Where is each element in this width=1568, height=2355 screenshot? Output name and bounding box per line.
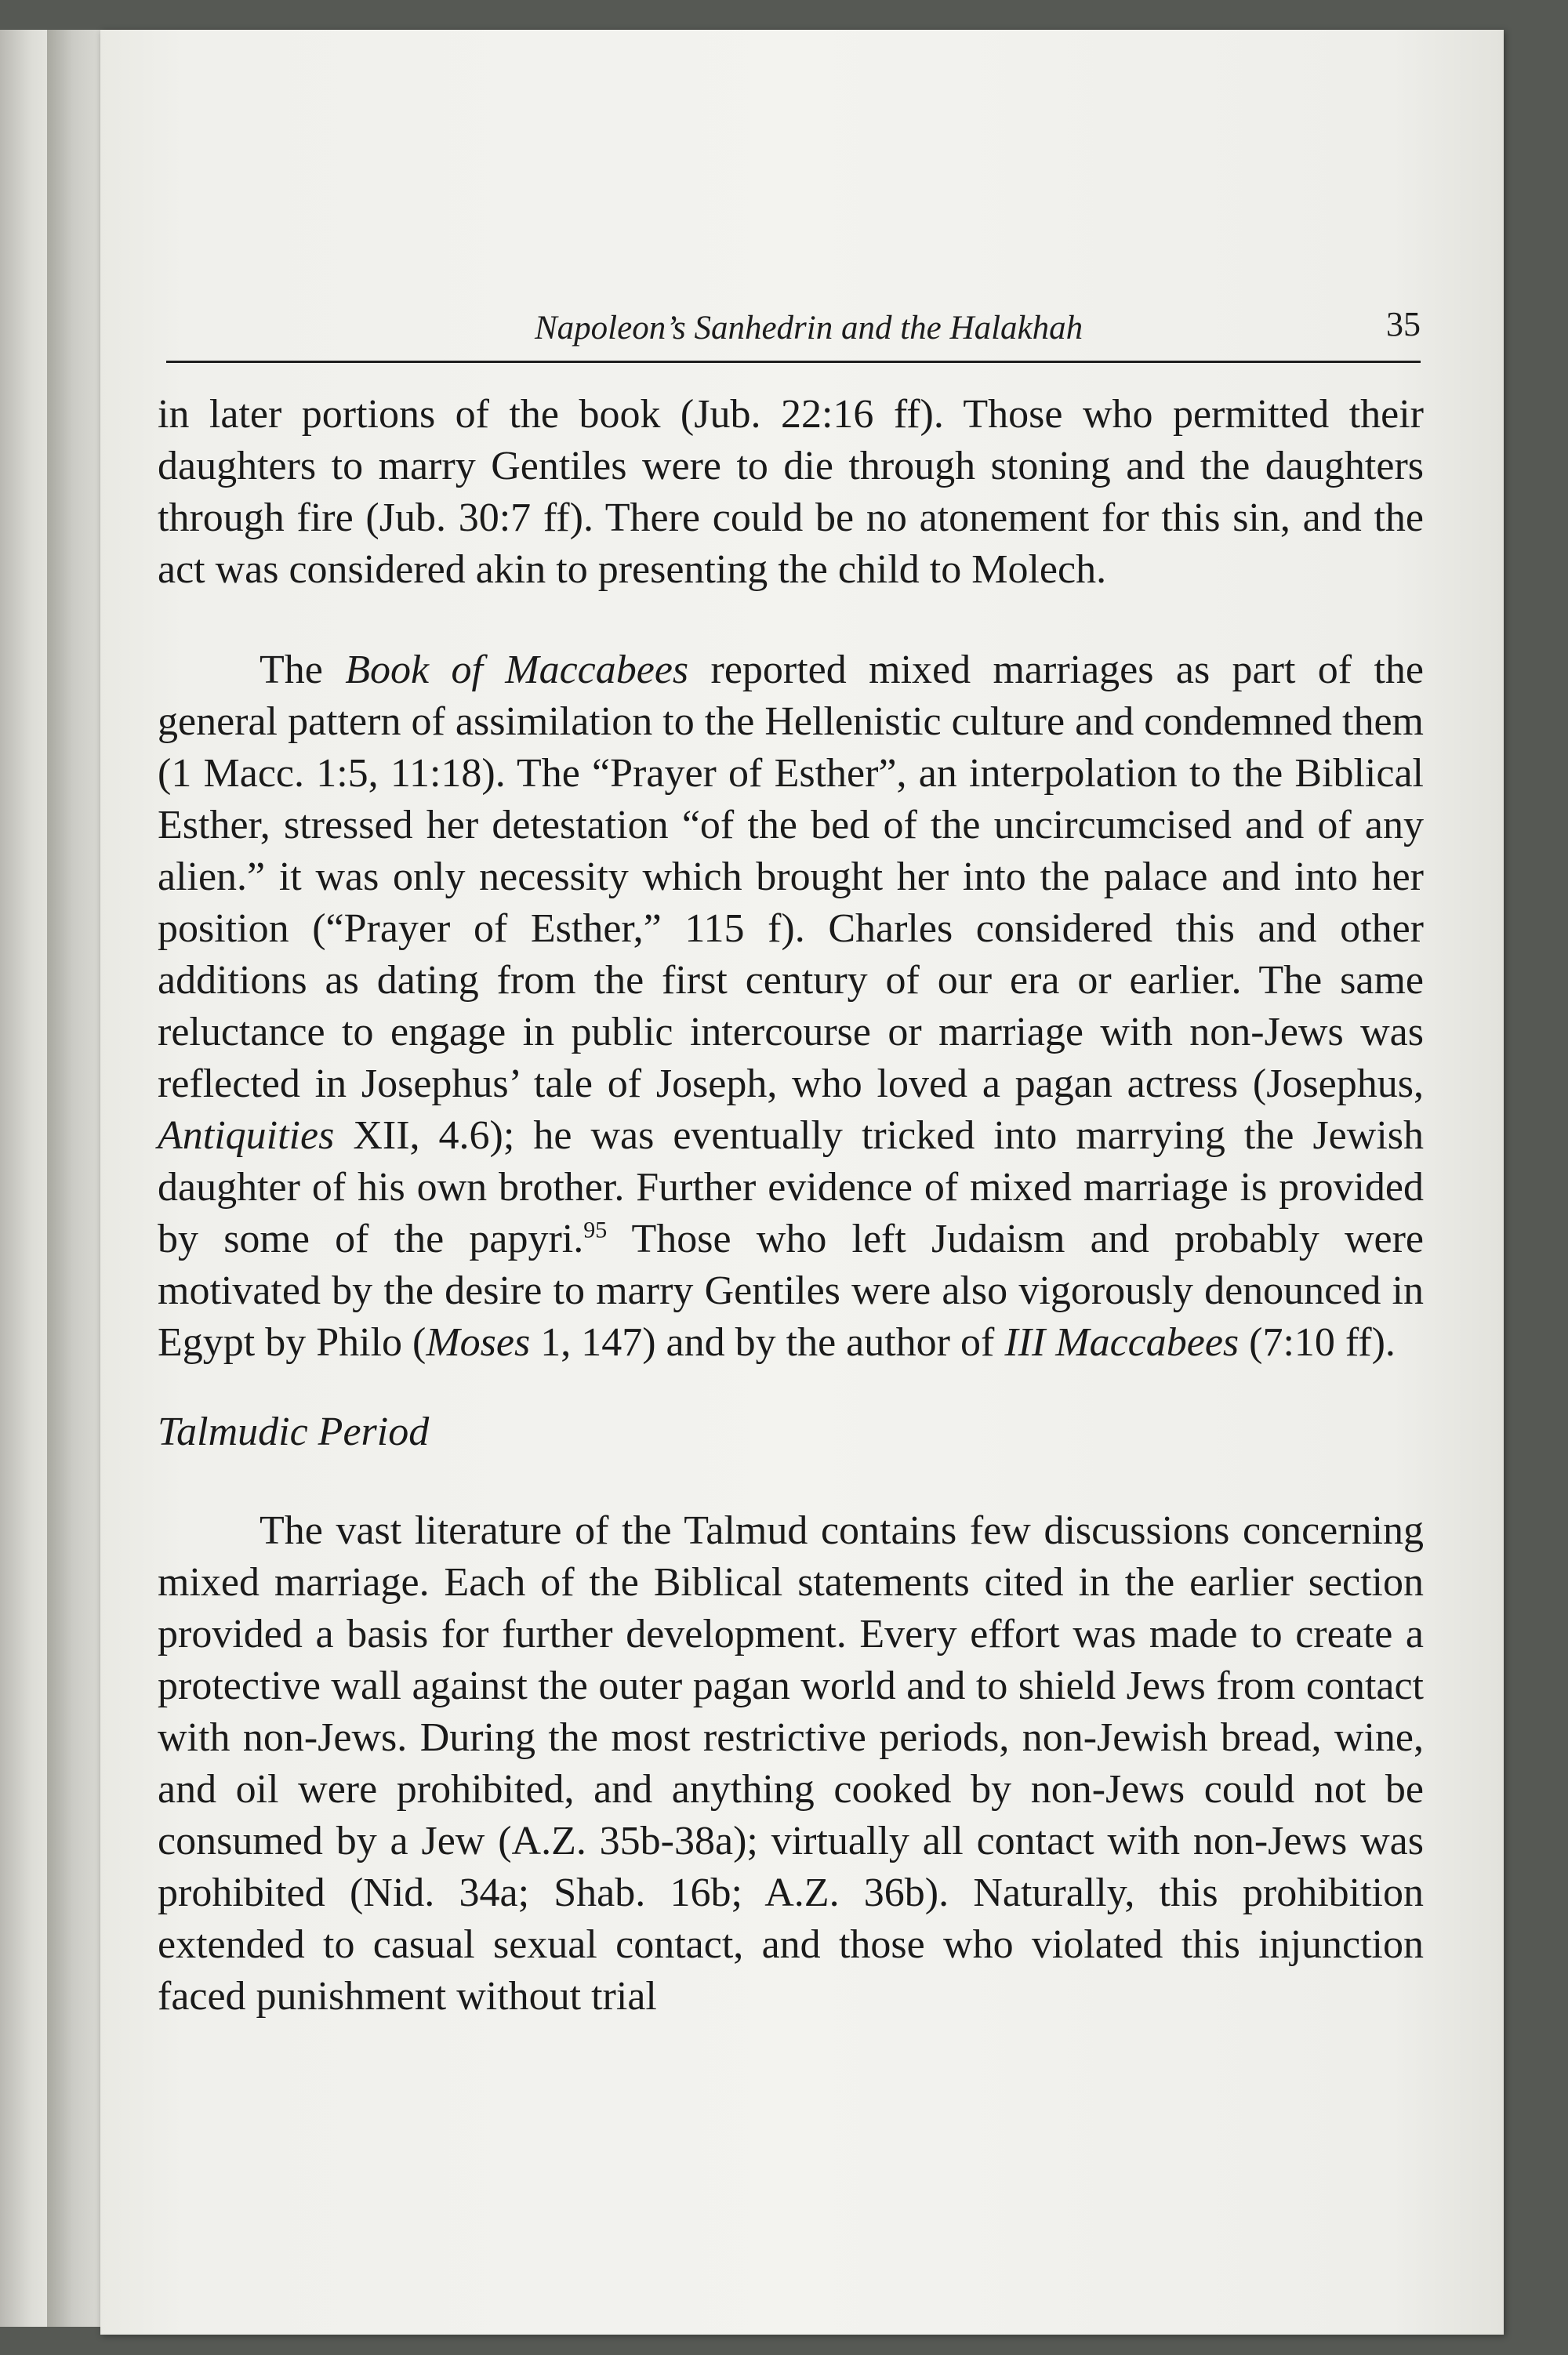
running-header <box>166 288 1421 363</box>
italic-title-book-of-maccabees: Book of Maccabees <box>345 648 689 692</box>
italic-title-moses: Moses <box>426 1320 531 1365</box>
paragraph-maccabees <box>158 644 1424 1369</box>
text-run: 1, 147) and by the author of <box>530 1320 1005 1365</box>
italic-title-iii-maccabees: III Maccabees <box>1004 1320 1240 1365</box>
paragraph-gap <box>158 1369 1424 1406</box>
italic-title-antiquities: Antiquities <box>158 1113 335 1158</box>
book-page <box>100 30 1504 2335</box>
text-run: (7:10 ff). <box>1239 1320 1396 1365</box>
text-run: Those who left Judaism and probably were motivated by the desire to marry Gentiles were also vigorously denounced in Egypt by Philo ( <box>158 1217 1425 1365</box>
text-run: XII, 4.6); he was eventually tricked into marrying the Jewish daughter of his own brother. Further evidence of mixed marriage is provided by some of the papyri. <box>158 1113 1424 1261</box>
body-text <box>158 389 1424 2023</box>
paragraph-talmudic: The vast literature of the Talmud contains few discussions concerning mixed marriage. Each of the Biblical statements cited in the earlier section provided a basis for further development. Every effort was made to create a protective wall against the outer pagan world and to shield Jews from contact with non-Jews. During the most restrictive periods, non-Jewish bread, wine, and oil were prohibited, and anything cooked by non-Jews could not be consumed by a Jew (A.Z. 35b-38a); virtually all contact with non-Jews was prohibited (Nid. 34a; Shab. 16b; A.Z. 36b). Naturally, this prohibition extended to casual sexual contact, and those who violated this injunction faced punishment without trial <box>158 1508 1424 2019</box>
gutter-shadow <box>47 30 103 2327</box>
paragraph-continuation: in later portions of the book (Jub. 22:16 ff). Those who permitted their daughters to marry Gentiles were to die through stoning and the daughters through fire (Jub. 30:7 ff). There could be no atonement for this sin, and the act was considered akin to presenting the child to Molech. <box>158 392 1424 592</box>
paragraph-gap <box>158 596 1424 644</box>
page-number: 35 <box>1386 305 1421 343</box>
text-run: The <box>260 648 346 692</box>
section-heading: Talmudic Period <box>158 1410 430 1454</box>
paragraph-gap <box>158 1458 1424 1505</box>
text-run: reported mixed marriages as part of the general pattern of assimilation to the Hellenistic culture and condemned them (1 Macc. 1:5, 11:18). The “Prayer of Esther”, an interpolation to the Biblical Esther, stressed her detestation “of the bed of the uncircumcised and of any alien.” it was only necessity which brought her into the palace and into her position (“Prayer of Esther,” 115 f). Charles considered this and other additions as dating from the first century of our era or earlier. The same reluctance to engage in public intercourse or marriage with non-Jews was reflected in Josephus’ tale of Joseph, who loved a pagan actress (Josephus, <box>158 648 1424 1106</box>
footnote-marker: 95 <box>583 1217 608 1243</box>
running-title: Napoleon’s Sanhedrin and the Halakhah <box>535 310 1083 347</box>
